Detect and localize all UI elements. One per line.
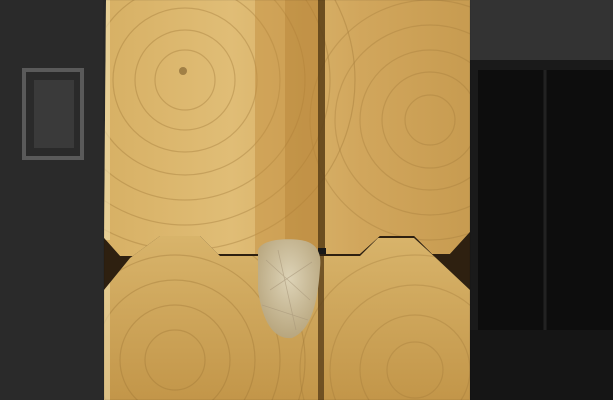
right-floor [470, 330, 613, 400]
left-wall [0, 0, 106, 400]
wall-picture-glass [34, 80, 74, 148]
right-ceiling [470, 0, 613, 60]
